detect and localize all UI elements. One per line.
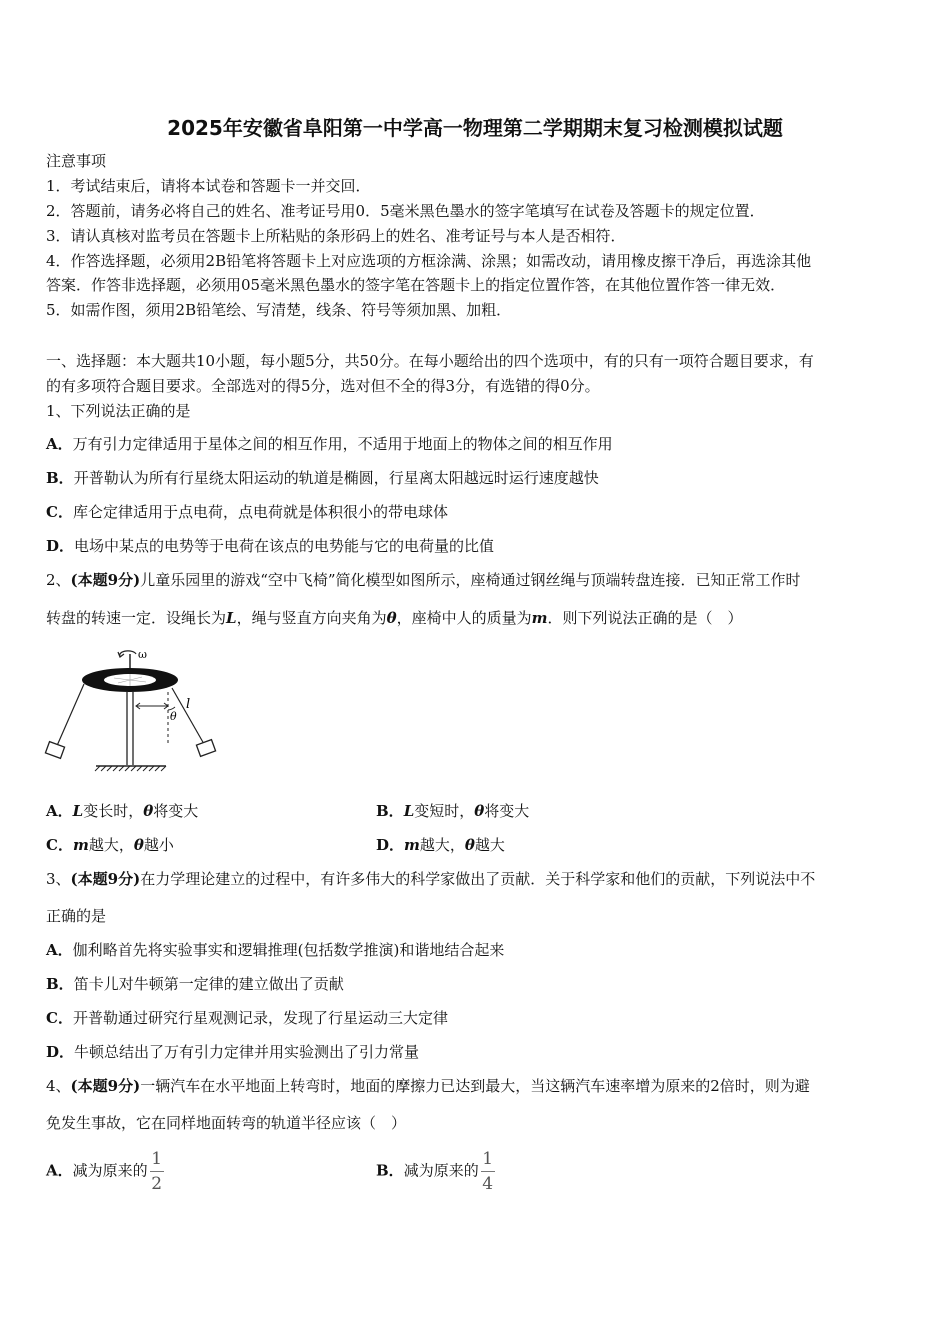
l-label: l [186, 697, 191, 712]
q3-score: (本题9分) [70, 870, 141, 888]
q3-number: 3、 [46, 870, 71, 888]
q2-stem-line1 [46, 568, 908, 592]
q1-option-a [46, 432, 908, 456]
q3-option-b [46, 972, 908, 996]
q2-option-c [46, 833, 366, 857]
option-label: D． [46, 537, 75, 555]
option-text: 越大 [474, 836, 505, 854]
fraction-denominator: 4 [482, 1174, 494, 1194]
option-text: 将变大 [153, 802, 199, 820]
q3-stem-text: 在力学理论建立的过程中，有许多伟大的科学家做出了贡献．关于科学家和他们的贡献，下列说法中不 [140, 870, 816, 888]
q4-stem-text: 一辆汽车在水平地面上转弯时，地面的摩擦力已达到最大，当这辆汽车速率增为原来的2倍时，则为避 [140, 1077, 810, 1095]
var-m: m [72, 836, 89, 854]
left-chair [45, 742, 64, 759]
option-label: A． [46, 1161, 73, 1180]
option-label: C． [46, 503, 73, 521]
notice-item: 3．请认真核对监考员在答题卡上所粘贴的条形码上的姓名、准考证号与本人是否相符． [46, 227, 626, 245]
fraction-numerator: 1 [482, 1149, 494, 1169]
option-text: 开普勒通过研究行星观测记录，发现了行星运动三大定律 [72, 1009, 448, 1027]
option-label: C． [46, 1009, 73, 1027]
q2-stem-text: ，座椅中人的质量为 [396, 609, 532, 627]
option-text: 库仑定律适用于点电荷，点电荷就是体积很小的带电球体 [72, 503, 448, 521]
q3-option-d [46, 1040, 908, 1064]
option-text: 电场中某点的电势等于电荷在该点的电势能与它的电荷量的比值 [74, 537, 495, 555]
q4-stem-line2: 免发生事故，它在同样地面转弯的轨道半径应该（ ） [46, 1114, 407, 1132]
option-text: 伽利略首先将实验事实和逻辑推理(包括数学推演)和谐地结合起来 [72, 941, 505, 959]
section-intro-line1: 一、选择题：本大题共10小题，每小题5分，共50分。在每小题给出的四个选项中，有的只有一项符合题目要求，有 [46, 352, 814, 370]
option-label: D． [376, 836, 405, 854]
option-text: 减为原来的 [403, 1161, 479, 1180]
q4-number: 4、 [46, 1077, 71, 1095]
page-title: 2025年安徽省阜阳第一中学高一物理第二学期期末复习检测模拟试题 [167, 116, 783, 140]
q4-score: (本题9分) [70, 1077, 141, 1095]
fraction-numerator: 1 [151, 1149, 163, 1169]
var-theta: θ [143, 802, 154, 820]
option-label: A． [46, 941, 73, 959]
var-L: L [226, 609, 237, 627]
q2-stem-text: ．则下列说法正确的是（ ） [547, 609, 743, 627]
fraction-one-quarter [481, 1148, 495, 1195]
var-theta: θ [386, 609, 397, 627]
q3-option-c [46, 1006, 908, 1030]
q1-option-d [46, 534, 908, 558]
option-label: A． [46, 802, 73, 820]
option-label: A． [46, 435, 73, 453]
q3-option-a [46, 938, 908, 962]
option-label: B． [46, 975, 74, 993]
notice-item: 答案．作答非选择题，必须用05毫米黑色墨水的签字笔在答题卡上的指定位置作答，在其他位置作答一律无效． [46, 276, 786, 294]
left-rope [56, 684, 84, 748]
option-text: 将变大 [484, 802, 530, 820]
section-intro-line2: 的有多项符合题目要求。全部选对的得5分，选对但不全的得3分，有选错的得0分。 [46, 377, 600, 395]
q3-stem-line1 [46, 867, 908, 891]
q3-stem-line2: 正确的是 [46, 907, 107, 925]
option-label: D． [46, 1043, 75, 1061]
q2-score: (本题9分) [70, 571, 141, 589]
option-label: B． [376, 802, 404, 820]
option-text: 减为原来的 [72, 1161, 148, 1180]
notice-item: 1．考试结束后，请将本试卷和答题卡一并交回． [46, 177, 371, 195]
q2-stem-text: ，绳与竖直方向夹角为 [236, 609, 387, 627]
q2-stem-line2 [46, 606, 908, 630]
option-text: 越大， [419, 836, 465, 854]
var-L: L [72, 802, 84, 820]
q1-option-c [46, 500, 908, 524]
option-label: C． [46, 836, 73, 854]
notice-item: 5．如需作图，须用2B铅笔绘、写清楚，线条、符号等须加黑、加粗． [46, 301, 512, 319]
q4-option-b [376, 1148, 696, 1195]
option-text: 越小 [143, 836, 174, 854]
option-text: 越大， [88, 836, 134, 854]
notice-item: 2．答题前，请务必将自己的姓名、准考证号用0．5毫米黑色墨水的签字笔填写在试卷及答题卡的规定位置． [46, 202, 765, 220]
fraction-one-half [150, 1148, 164, 1195]
option-text: 开普勒认为所有行星绕太阳运动的轨道是椭圆，行星离太阳越远时运行速度越快 [73, 469, 599, 487]
q2-option-b [376, 799, 696, 823]
option-text: 变短时， [414, 802, 475, 820]
option-text: 牛顿总结出了万有引力定律并用实验测出了引力常量 [74, 1043, 420, 1061]
notice-item: 4．作答选择题，必须用2B铅笔将答题卡上对应选项的方框涂满、涂黑；如需改动，请用橡皮擦干净后，再选涂其他 [46, 252, 812, 270]
var-L: L [403, 802, 415, 820]
var-theta: θ [133, 836, 144, 854]
q1-option-b [46, 466, 908, 490]
q1-stem: 1、下列说法正确的是 [46, 402, 191, 420]
var-m: m [531, 609, 548, 627]
notice-heading: 注意事项 [46, 152, 107, 170]
right-chair [196, 740, 215, 757]
theta-label: θ [170, 710, 177, 723]
q2-option-d [376, 833, 696, 857]
var-theta: θ [464, 836, 475, 854]
option-text: 万有引力定律适用于星体之间的相互作用，不适用于地面上的物体之间的相互作用 [72, 435, 613, 453]
q2-stem-text: 转盘的转速一定．设绳长为 [46, 609, 227, 627]
option-label: B． [376, 1161, 404, 1180]
q4-option-a [46, 1148, 366, 1195]
q2-number: 2、 [46, 571, 71, 589]
option-label: B． [46, 469, 74, 487]
option-text: 变长时， [83, 802, 144, 820]
flying-chair-diagram [44, 640, 222, 772]
var-theta: θ [474, 802, 485, 820]
fraction-denominator: 2 [151, 1174, 163, 1194]
omega-label: ω [138, 648, 147, 661]
q2-option-a [46, 799, 366, 823]
option-text: 笛卡儿对牛顿第一定律的建立做出了贡献 [73, 975, 344, 993]
q2-stem-text: 儿童乐园里的游戏“空中飞椅”简化模型如图所示，座椅通过钢丝绳与顶端转盘连接．已知正常工作时 [140, 571, 801, 589]
var-m: m [404, 836, 420, 854]
q4-stem-line1 [46, 1074, 908, 1098]
